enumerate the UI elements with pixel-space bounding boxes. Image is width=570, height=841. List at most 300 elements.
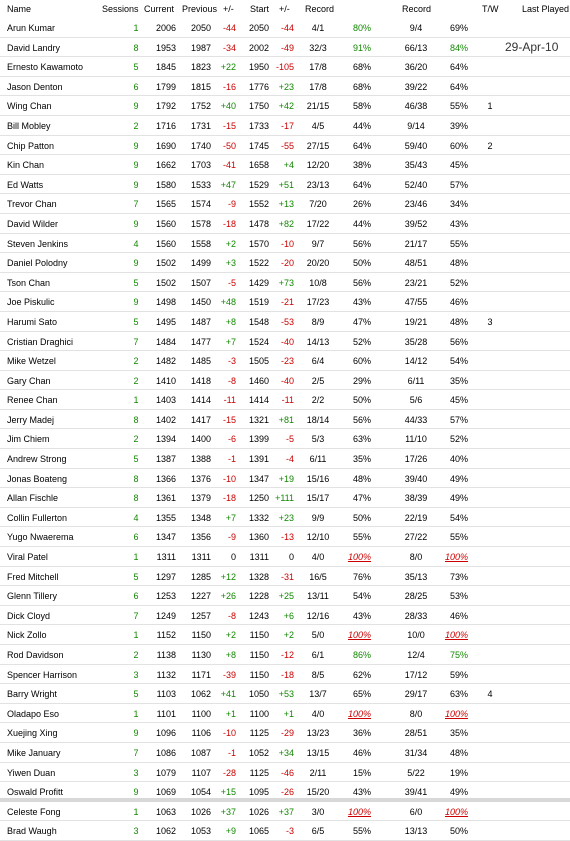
previous-cell: 1150 xyxy=(191,630,211,641)
diff-start-cell: -55 xyxy=(280,140,294,151)
header-current[interactable]: Current xyxy=(144,4,175,14)
table-row[interactable] xyxy=(0,410,570,430)
table-row[interactable] xyxy=(0,567,570,587)
diff-previous-cell: +48 xyxy=(220,297,236,308)
record-total-cell: 47/55 xyxy=(404,297,428,308)
record-total-cell: 21/17 xyxy=(404,238,428,249)
record-total-cell: 48/51 xyxy=(404,258,428,269)
table-row[interactable] xyxy=(0,292,570,312)
diff-previous-cell: +40 xyxy=(220,101,236,112)
pct-recent-cell: 80% xyxy=(352,23,371,33)
pct-total-cell: 52% xyxy=(449,434,468,445)
start-cell: 1519 xyxy=(248,297,269,308)
previous-cell: 1740 xyxy=(190,140,211,151)
diff-start-cell: +82 xyxy=(278,218,294,229)
pct-total-cell: 48% xyxy=(449,316,468,327)
diff-previous-cell: -15 xyxy=(222,120,236,131)
diff-previous-cell: +41 xyxy=(220,689,236,700)
sessions-cell: 3 xyxy=(133,767,139,778)
diff-start-cell: -26 xyxy=(280,787,294,798)
diff-previous-cell: -18 xyxy=(222,493,236,504)
table-row[interactable] xyxy=(0,116,570,136)
record-recent-cell: 5/3 xyxy=(311,434,325,445)
previous-cell: 1062 xyxy=(190,689,211,700)
diff-previous-cell: -10 xyxy=(222,728,236,739)
record-recent-cell: 14/13 xyxy=(306,336,330,347)
diff-previous-cell: +22 xyxy=(220,62,236,73)
diff-start-cell: +34 xyxy=(278,747,294,758)
player-name-cell: Oladapo Eso xyxy=(7,708,60,719)
sessions-cell: 1 xyxy=(133,552,139,563)
pct-recent-cell: 91% xyxy=(352,42,371,53)
previous-cell: 1400 xyxy=(190,434,211,445)
pct-recent-cell: 44% xyxy=(352,120,371,131)
record-total-cell: 8/0 xyxy=(409,552,423,563)
pct-recent-cell: 65% xyxy=(352,689,371,700)
table-row[interactable] xyxy=(0,214,570,234)
table-row[interactable] xyxy=(0,57,570,77)
previous-cell: 1130 xyxy=(191,650,211,660)
record-recent-cell: 17/8 xyxy=(309,81,327,92)
pct-recent-cell: 48% xyxy=(352,473,371,484)
record-recent-cell: 2/11 xyxy=(309,767,327,778)
pct-recent-cell: 38% xyxy=(352,160,371,171)
diff-previous-cell: -15 xyxy=(222,414,236,425)
pct-recent-cell: 52% xyxy=(352,336,371,347)
record-recent-cell: 21/15 xyxy=(306,101,330,112)
record-total-cell: 28/33 xyxy=(404,610,428,621)
player-name-cell: Daniel Polodny xyxy=(7,258,68,269)
diff-previous-cell: -5 xyxy=(227,277,236,288)
diff-start-cell: -53 xyxy=(280,316,294,327)
previous-cell: 1171 xyxy=(191,669,211,680)
table-row[interactable] xyxy=(0,802,570,822)
diff-previous-cell: -39 xyxy=(222,669,236,680)
pct-total-cell: 60% xyxy=(449,140,468,151)
sessions-cell: 8 xyxy=(133,473,139,484)
table-row[interactable] xyxy=(0,469,570,489)
player-name-cell: Arun Kumar xyxy=(7,23,56,33)
pct-total-cell: 64% xyxy=(449,62,468,73)
previous-cell: 1026 xyxy=(190,806,211,817)
diff-previous-cell: -1 xyxy=(227,454,236,465)
table-row[interactable] xyxy=(0,704,570,724)
diff-previous-cell: -44 xyxy=(222,23,236,33)
start-cell: 2050 xyxy=(248,23,269,33)
sessions-cell: 3 xyxy=(133,669,139,680)
player-name-cell: Jim Chiem xyxy=(7,434,50,445)
table-row[interactable] xyxy=(0,175,570,195)
pct-total-cell: 54% xyxy=(449,356,468,367)
player-name-cell: Dick Cloyd xyxy=(7,610,51,621)
pct-total-cell: 49% xyxy=(449,493,468,504)
previous-cell: 1487 xyxy=(190,316,211,327)
header-record2[interactable]: Record xyxy=(402,4,432,14)
current-cell: 1253 xyxy=(155,591,176,602)
diff-start-cell: -44 xyxy=(280,23,294,33)
record-recent-cell: 15/16 xyxy=(306,473,330,484)
diff-previous-cell: +47 xyxy=(220,179,236,190)
pct-recent-cell: 50% xyxy=(352,258,371,269)
diff-previous-cell: +7 xyxy=(225,336,236,347)
start-cell: 1478 xyxy=(248,218,269,229)
start-cell: 1414 xyxy=(248,395,269,406)
last-played-date: 29-Apr-10 xyxy=(505,40,559,54)
table-row[interactable] xyxy=(0,645,570,665)
current-cell: 1484 xyxy=(155,336,176,347)
table-row[interactable] xyxy=(0,723,570,743)
player-name-cell: Fred Mitchell xyxy=(7,571,59,582)
current-cell: 1387 xyxy=(155,454,176,465)
pct-recent-cell: 50% xyxy=(352,512,371,523)
start-cell: 1548 xyxy=(248,316,269,327)
record-recent-cell: 12/20 xyxy=(306,160,330,171)
previous-cell: 1703 xyxy=(190,160,211,171)
record-recent-cell: 17/23 xyxy=(306,297,330,308)
ratings-table xyxy=(0,18,570,841)
player-name-cell: Jerry Madej xyxy=(7,414,55,425)
current-cell: 1096 xyxy=(155,728,176,739)
start-cell: 1125 xyxy=(249,728,269,739)
header-diff1[interactable]: +/- xyxy=(223,4,234,14)
diff-previous-cell: +37 xyxy=(220,806,236,817)
diff-start-cell: 0 xyxy=(288,552,294,563)
record-recent-cell: 20/20 xyxy=(306,258,330,269)
table-row[interactable] xyxy=(0,665,570,685)
player-name-cell: Chip Patton xyxy=(7,140,55,151)
pct-total-cell: 100% xyxy=(444,552,468,563)
previous-cell: 1417 xyxy=(190,414,211,425)
diff-start-cell: -31 xyxy=(280,571,294,582)
previous-cell: 1100 xyxy=(191,708,211,719)
header-row xyxy=(0,0,570,16)
pct-total-cell: 75% xyxy=(449,650,468,660)
diff-start-cell: -29 xyxy=(280,728,294,739)
header-diff2[interactable]: +/- xyxy=(279,4,290,14)
pct-recent-cell: 43% xyxy=(352,297,371,308)
player-name-cell: Jason Denton xyxy=(7,81,63,92)
diff-start-cell: +13 xyxy=(278,199,294,210)
pct-total-cell: 57% xyxy=(449,414,468,425)
pct-total-cell: 56% xyxy=(449,336,468,347)
record-recent-cell: 16/5 xyxy=(309,571,327,582)
pct-total-cell: 55% xyxy=(449,532,468,543)
record-total-cell: 14/12 xyxy=(404,356,428,367)
start-cell: 1100 xyxy=(249,708,269,719)
start-cell: 1243 xyxy=(248,610,269,621)
sessions-cell: 9 xyxy=(133,160,139,171)
start-cell: 1505 xyxy=(248,356,269,367)
record-recent-cell: 6/5 xyxy=(311,826,325,837)
player-name-cell: Kin Chan xyxy=(7,160,45,171)
record-total-cell: 9/14 xyxy=(407,120,425,131)
start-cell: 1745 xyxy=(248,140,269,151)
pct-total-cell: 49% xyxy=(449,787,468,798)
diff-start-cell: +4 xyxy=(283,160,294,171)
sessions-cell: 2 xyxy=(133,120,139,131)
table-row[interactable] xyxy=(0,351,570,371)
table-row[interactable] xyxy=(0,390,570,410)
diff-start-cell: +73 xyxy=(278,277,294,288)
pct-total-cell: 73% xyxy=(449,571,468,582)
diff-previous-cell: -28 xyxy=(222,767,236,778)
diff-start-cell: -23 xyxy=(280,356,294,367)
start-cell: 1150 xyxy=(249,669,269,680)
pct-recent-cell: 36% xyxy=(352,728,371,739)
record-total-cell: 13/13 xyxy=(404,826,428,837)
table-row[interactable] xyxy=(0,273,570,293)
current-cell: 1403 xyxy=(155,395,176,406)
table-row[interactable] xyxy=(0,18,570,38)
table-row[interactable] xyxy=(0,547,570,567)
current-cell: 1297 xyxy=(155,571,176,582)
record-total-cell: 5/22 xyxy=(407,767,425,778)
sessions-cell: 7 xyxy=(133,610,139,621)
table-row[interactable] xyxy=(0,77,570,97)
current-cell: 1502 xyxy=(155,258,176,269)
start-cell: 1026 xyxy=(248,806,269,817)
current-cell: 1069 xyxy=(155,787,176,798)
start-cell: 1733 xyxy=(248,120,269,131)
previous-cell: 1257 xyxy=(190,610,211,621)
player-name-cell: Glenn Tillery xyxy=(7,591,58,602)
record-total-cell: 17/12 xyxy=(404,669,428,680)
previous-cell: 1388 xyxy=(190,454,211,465)
table-row[interactable] xyxy=(0,508,570,528)
sessions-cell: 9 xyxy=(133,179,139,190)
start-cell: 1399 xyxy=(248,434,269,445)
record-total-cell: 28/25 xyxy=(404,591,428,602)
sessions-cell: 2 xyxy=(133,650,139,660)
header-previous[interactable]: Previous xyxy=(182,4,218,14)
diff-previous-cell: -6 xyxy=(227,434,236,445)
diff-previous-cell: +3 xyxy=(225,258,236,269)
diff-start-cell: -40 xyxy=(280,336,294,347)
previous-cell: 2050 xyxy=(190,23,211,33)
current-cell: 1311 xyxy=(156,552,176,563)
table-row[interactable] xyxy=(0,96,570,116)
player-name-cell: Steven Jenkins xyxy=(7,238,69,249)
pct-recent-cell: 56% xyxy=(352,238,371,249)
table-row[interactable] xyxy=(0,194,570,214)
pct-recent-cell: 29% xyxy=(352,375,371,386)
table-row[interactable] xyxy=(0,821,570,841)
diff-previous-cell: +2 xyxy=(225,630,236,641)
pct-total-cell: 43% xyxy=(449,218,468,229)
diff-previous-cell: 0 xyxy=(230,552,236,563)
record-recent-cell: 18/14 xyxy=(306,414,330,425)
sessions-cell: 8 xyxy=(133,414,139,425)
diff-start-cell: -10 xyxy=(280,238,294,249)
player-name-cell: Wing Chan xyxy=(7,101,52,112)
player-name-cell: Xuejing Xing xyxy=(7,728,58,739)
diff-previous-cell: -11 xyxy=(223,395,236,406)
pct-recent-cell: 62% xyxy=(352,669,371,680)
record-recent-cell: 12/10 xyxy=(306,532,330,543)
player-name-cell: Spencer Harrison xyxy=(7,669,78,680)
start-cell: 1524 xyxy=(248,336,269,347)
sessions-cell: 6 xyxy=(133,81,139,92)
sessions-cell: 9 xyxy=(133,218,139,229)
pct-recent-cell: 44% xyxy=(352,218,371,229)
current-cell: 1152 xyxy=(156,630,176,641)
sessions-cell: 1 xyxy=(133,630,139,641)
pct-total-cell: 100% xyxy=(444,630,468,641)
previous-cell: 1311 xyxy=(191,552,211,563)
table-row[interactable] xyxy=(0,527,570,547)
diff-start-cell: -12 xyxy=(280,650,294,660)
current-cell: 1062 xyxy=(155,826,176,837)
table-row[interactable] xyxy=(0,253,570,273)
table-row[interactable] xyxy=(0,586,570,606)
record-recent-cell: 2/5 xyxy=(311,375,325,386)
pct-recent-cell: 43% xyxy=(352,610,371,621)
record-total-cell: 39/40 xyxy=(404,473,428,484)
tw-cell: 4 xyxy=(487,689,493,700)
record-recent-cell: 17/8 xyxy=(309,62,327,73)
record-total-cell: 12/4 xyxy=(407,650,425,660)
header-record1[interactable]: Record xyxy=(305,4,335,14)
player-name-cell: Ernesto Kawamoto xyxy=(7,62,84,73)
start-cell: 1321 xyxy=(248,414,269,425)
start-cell: 1228 xyxy=(248,591,269,602)
diff-start-cell: +25 xyxy=(278,591,294,602)
header-last-played[interactable]: Last Played xyxy=(522,4,570,14)
diff-previous-cell: -1 xyxy=(227,747,236,758)
record-total-cell: 59/40 xyxy=(404,140,428,151)
current-cell: 1662 xyxy=(155,160,176,171)
sessions-cell: 6 xyxy=(133,591,139,602)
pct-recent-cell: 54% xyxy=(352,591,371,602)
sessions-cell: 6 xyxy=(133,532,139,543)
start-cell: 1095 xyxy=(248,787,269,798)
table-row[interactable] xyxy=(0,625,570,645)
record-total-cell: 10/0 xyxy=(407,630,425,641)
current-cell: 1394 xyxy=(155,434,176,445)
previous-cell: 1578 xyxy=(190,218,211,229)
table-row[interactable] xyxy=(0,743,570,763)
previous-cell: 1815 xyxy=(190,81,211,92)
pct-total-cell: 54% xyxy=(449,512,468,523)
previous-cell: 1507 xyxy=(190,277,211,288)
pct-total-cell: 55% xyxy=(449,101,468,112)
record-recent-cell: 15/17 xyxy=(306,493,330,504)
current-cell: 1792 xyxy=(155,101,176,112)
diff-start-cell: +37 xyxy=(278,806,294,817)
start-cell: 1332 xyxy=(248,512,269,523)
pct-recent-cell: 15% xyxy=(352,767,371,778)
record-total-cell: 8/0 xyxy=(409,708,423,719)
table-row[interactable] xyxy=(0,332,570,352)
record-recent-cell: 15/20 xyxy=(306,787,330,798)
table-row[interactable] xyxy=(0,234,570,254)
record-total-cell: 46/38 xyxy=(404,101,428,112)
diff-start-cell: +19 xyxy=(278,473,294,484)
header-tw[interactable]: T/W xyxy=(482,4,499,14)
diff-previous-cell: -10 xyxy=(222,473,236,484)
sessions-cell: 7 xyxy=(133,199,139,210)
current-cell: 1495 xyxy=(155,316,176,327)
player-name-cell: Mike January xyxy=(7,747,61,758)
start-cell: 1776 xyxy=(248,81,269,92)
current-cell: 2006 xyxy=(155,23,176,33)
previous-cell: 1477 xyxy=(190,336,211,347)
start-cell: 1125 xyxy=(249,767,269,778)
table-row[interactable] xyxy=(0,38,570,58)
record-total-cell: 19/21 xyxy=(404,316,428,327)
sessions-cell: 9 xyxy=(133,101,139,112)
player-name-cell: David Wilder xyxy=(7,218,59,229)
pct-total-cell: 45% xyxy=(449,395,468,406)
record-total-cell: 39/52 xyxy=(404,218,428,229)
start-cell: 1429 xyxy=(248,277,269,288)
previous-cell: 1450 xyxy=(190,297,211,308)
diff-previous-cell: -9 xyxy=(227,199,236,210)
pct-total-cell: 49% xyxy=(449,473,468,484)
record-recent-cell: 5/0 xyxy=(311,630,325,641)
record-total-cell: 22/19 xyxy=(404,512,428,523)
start-cell: 1052 xyxy=(248,747,269,758)
record-total-cell: 23/46 xyxy=(404,199,428,210)
table-row[interactable] xyxy=(0,429,570,449)
header-sessions[interactable]: Sessions xyxy=(102,4,139,14)
pct-total-cell: 45% xyxy=(449,160,468,171)
table-row[interactable] xyxy=(0,449,570,469)
pct-recent-cell: 43% xyxy=(352,787,371,798)
record-recent-cell: 4/1 xyxy=(311,23,325,33)
table-row[interactable] xyxy=(0,371,570,391)
previous-cell: 1356 xyxy=(190,532,211,543)
diff-previous-cell: -41 xyxy=(222,160,236,171)
sessions-cell: 8 xyxy=(133,42,139,53)
table-row[interactable] xyxy=(0,136,570,156)
pct-recent-cell: 55% xyxy=(352,532,371,543)
record-total-cell: 17/26 xyxy=(404,454,428,465)
pct-recent-cell: 60% xyxy=(352,356,371,367)
record-recent-cell: 2/2 xyxy=(311,395,325,406)
current-cell: 1482 xyxy=(155,356,176,367)
table-row[interactable] xyxy=(0,155,570,175)
table-row[interactable] xyxy=(0,606,570,626)
previous-cell: 1379 xyxy=(190,493,211,504)
sessions-cell: 7 xyxy=(133,336,139,347)
table-row[interactable] xyxy=(0,684,570,704)
horizontal-scrollbar[interactable] xyxy=(0,798,570,802)
record-total-cell: 27/22 xyxy=(404,532,428,543)
pct-total-cell: 69% xyxy=(449,23,468,33)
table-row[interactable] xyxy=(0,312,570,332)
player-name-cell: Nick Zollo xyxy=(7,630,47,641)
pct-recent-cell: 64% xyxy=(352,179,371,190)
table-row[interactable] xyxy=(0,488,570,508)
current-cell: 1716 xyxy=(155,120,176,131)
current-cell: 1132 xyxy=(156,669,176,680)
pct-recent-cell: 55% xyxy=(352,826,371,837)
record-recent-cell: 6/1 xyxy=(311,650,325,660)
current-cell: 1560 xyxy=(155,238,176,249)
sessions-cell: 9 xyxy=(133,258,139,269)
pct-recent-cell: 56% xyxy=(352,277,371,288)
previous-cell: 1054 xyxy=(190,787,211,798)
player-name-cell: Collin Fullerton xyxy=(7,512,68,523)
record-recent-cell: 12/16 xyxy=(306,610,330,621)
table-row[interactable] xyxy=(0,763,570,783)
record-total-cell: 6/11 xyxy=(407,375,425,386)
header-name[interactable]: Name xyxy=(7,4,32,14)
start-cell: 1658 xyxy=(248,160,269,171)
record-total-cell: 38/39 xyxy=(404,493,428,504)
header-start[interactable]: Start xyxy=(250,4,270,14)
